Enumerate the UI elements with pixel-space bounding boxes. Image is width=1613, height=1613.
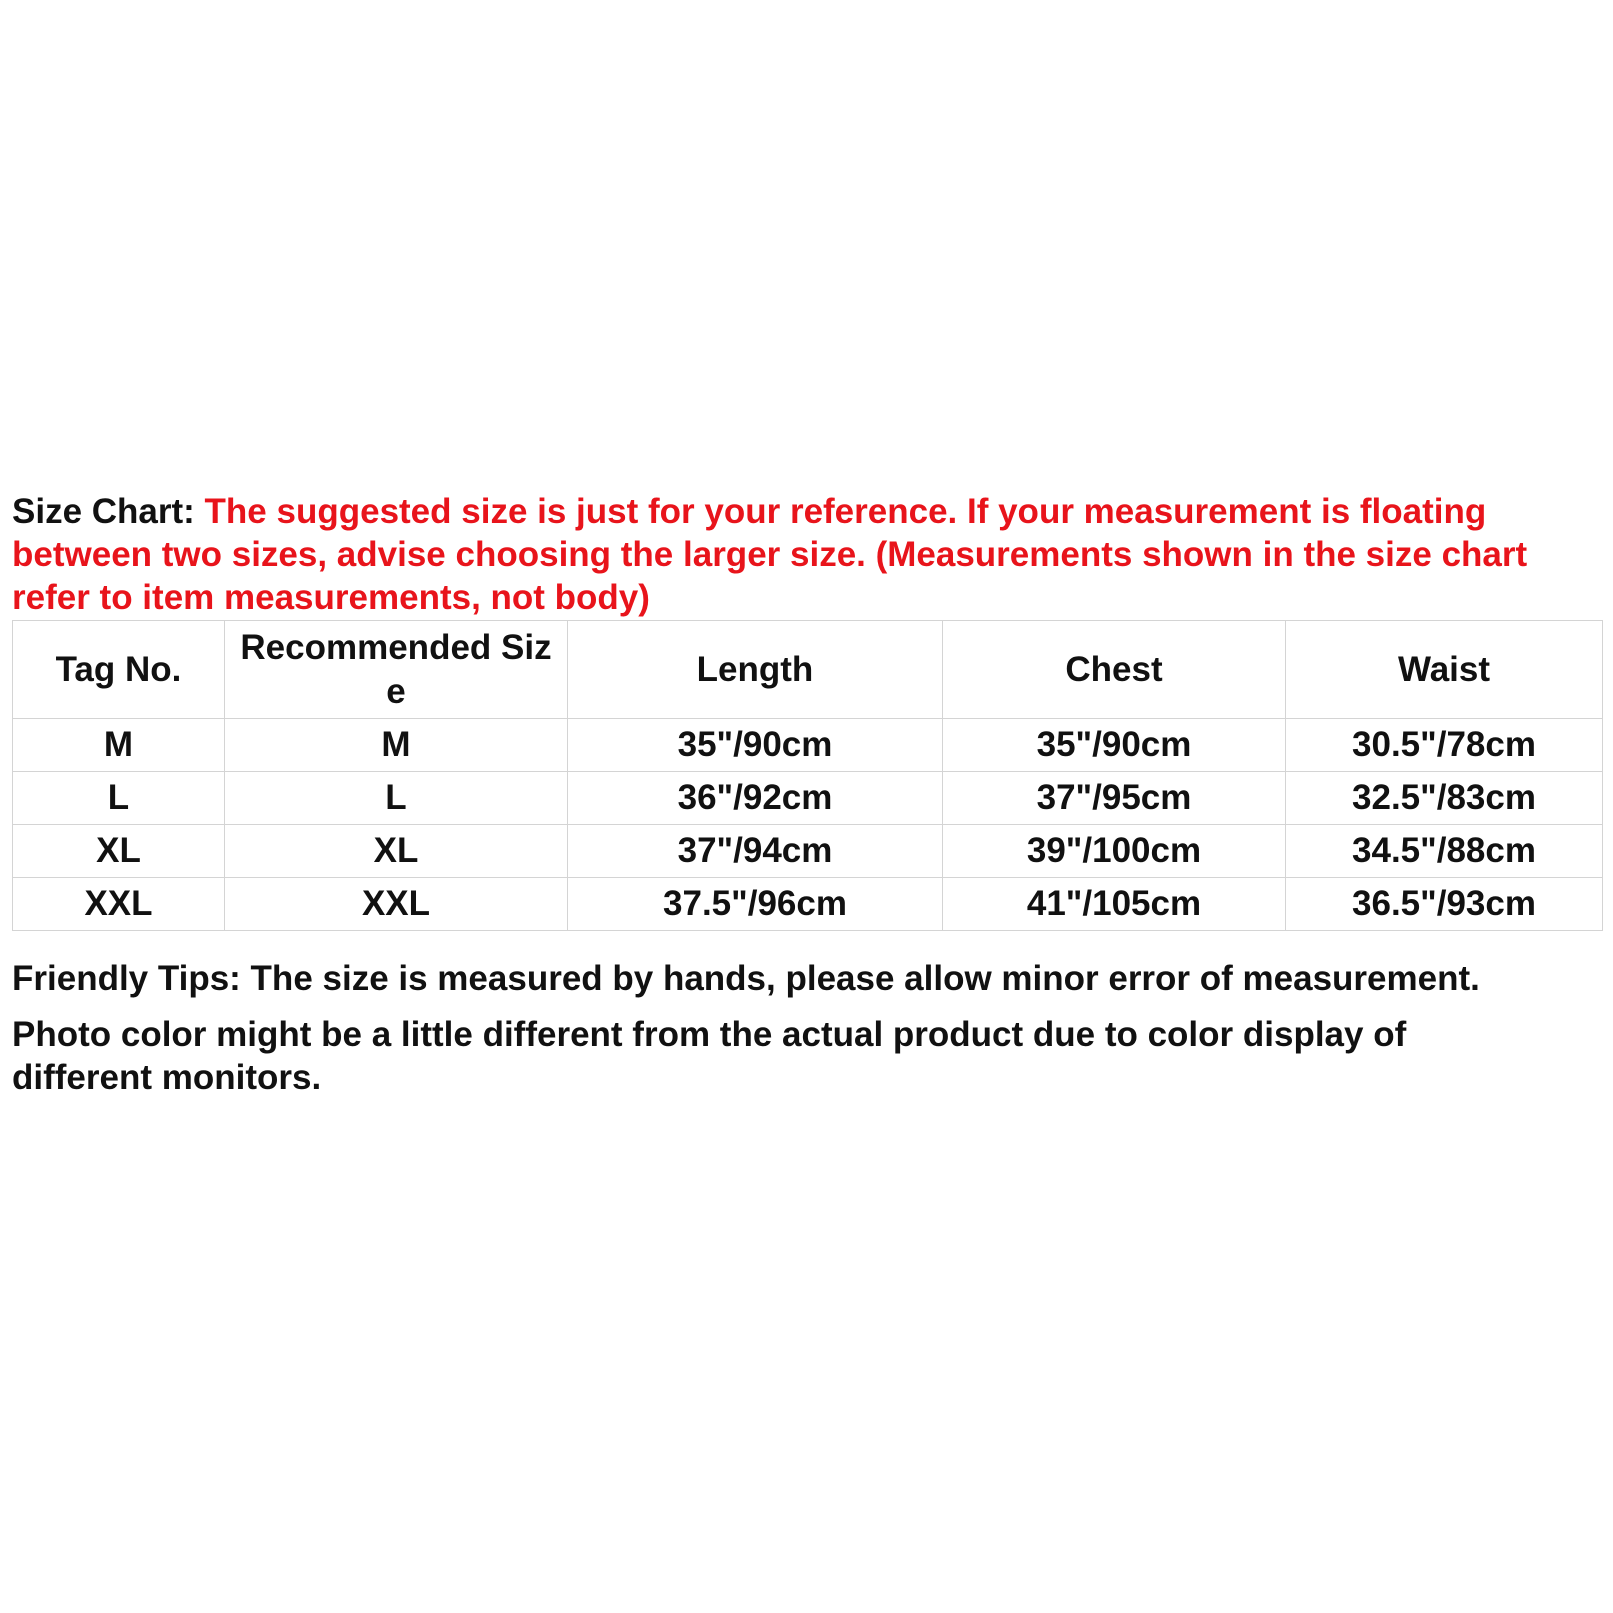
header-chest: Chest	[943, 621, 1286, 719]
intro-text-2: between two sizes, advise choosing the larger size. (Measurements shown in the size chart	[12, 535, 1528, 574]
intro-text-3: refer to item measurements, not body)	[12, 578, 650, 617]
cell-recommended: L	[225, 772, 568, 825]
cell-recommended: M	[225, 719, 568, 772]
cell-chest: 35"/90cm	[943, 719, 1286, 772]
cell-tag: XXL	[13, 878, 225, 931]
photo-color-line-1: Photo color might be a little different from the actual product due to color display of	[12, 1015, 1407, 1054]
photo-color-note	[12, 1013, 1602, 1099]
cell-waist: 30.5"/78cm	[1286, 719, 1603, 772]
cell-length: 37"/94cm	[568, 825, 943, 878]
cell-length: 36"/92cm	[568, 772, 943, 825]
size-chart-label: Size Chart:	[12, 492, 195, 531]
cell-waist: 34.5"/88cm	[1286, 825, 1603, 878]
table-row	[13, 878, 1603, 931]
table-row	[13, 772, 1603, 825]
size-table	[12, 620, 1603, 931]
header-waist: Waist	[1286, 621, 1603, 719]
photo-color-line-2: different monitors.	[12, 1058, 322, 1097]
cell-tag: XL	[13, 825, 225, 878]
size-chart-intro	[12, 490, 1602, 620]
cell-chest: 39"/100cm	[943, 825, 1286, 878]
table-row	[13, 719, 1603, 772]
cell-tag: M	[13, 719, 225, 772]
cell-chest: 41"/105cm	[943, 878, 1286, 931]
intro-line-1	[12, 490, 1602, 533]
table-row	[13, 825, 1603, 878]
header-recommended-part2: e	[386, 671, 406, 711]
header-tag-no: Tag No.	[13, 621, 225, 719]
header-length: Length	[568, 621, 943, 719]
cell-length: 35"/90cm	[568, 719, 943, 772]
cell-chest: 37"/95cm	[943, 772, 1286, 825]
header-recommended-part1: Recommended Siz	[240, 627, 552, 667]
friendly-tips: Friendly Tips: The size is measured by hands, please allow minor error of measurement.	[12, 959, 1480, 998]
cell-waist: 32.5"/83cm	[1286, 772, 1603, 825]
cell-recommended: XL	[225, 825, 568, 878]
cell-length: 37.5"/96cm	[568, 878, 943, 931]
table-header-row	[13, 621, 1603, 719]
intro-text-1: The suggested size is just for your reference. If your measurement is floating	[204, 492, 1487, 531]
cell-waist: 36.5"/93cm	[1286, 878, 1603, 931]
cell-tag: L	[13, 772, 225, 825]
cell-recommended: XXL	[225, 878, 568, 931]
header-recommended-size	[225, 621, 568, 719]
